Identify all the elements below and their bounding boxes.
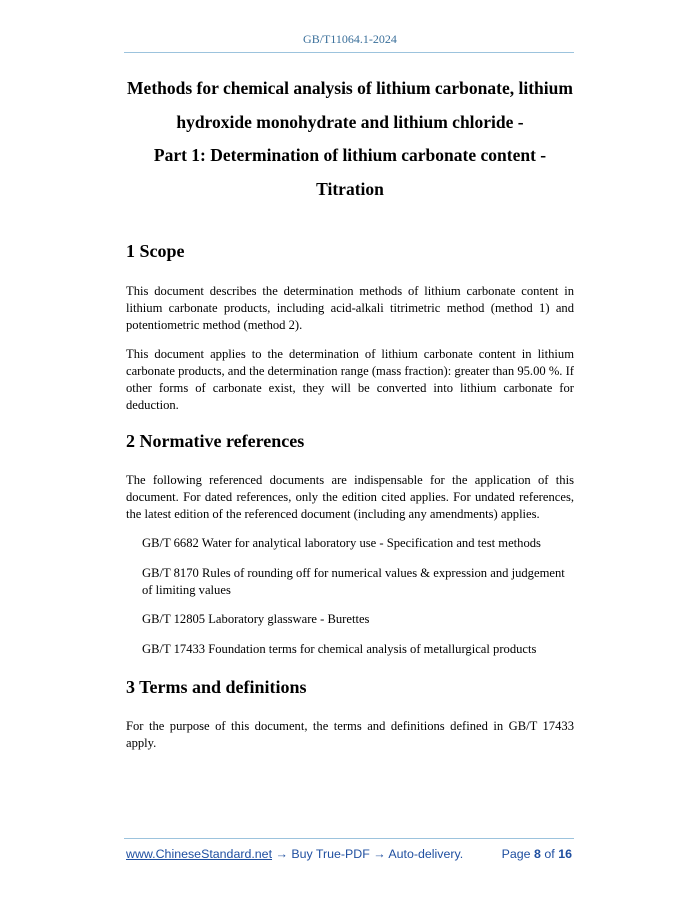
page-label: Page [501,847,531,861]
header-divider [124,52,574,53]
scope-paragraph-1: This document describes the determination methods of lithium carbonate content in lithium carbonate products, including acid-alkali titrimetric method (method 1) and potentiometric method (method 2). [126,284,574,332]
section-heading-normative-references: 2 Normative references [126,431,305,451]
section-heading-scope: 1 Scope [126,241,185,261]
scope-paragraph-2: This document applies to the determination of lithium carbonate content in lithium carbonate products, and the determination range (mass fraction): greater than 95.00 %. If other forms of carbonate exist, they will be converted into lithium carbonate for deduction. [126,347,574,412]
title-line: Part 1: Determination of lithium carbonate content - [153,145,547,165]
auto-delivery-text: Auto-delivery. [388,847,464,861]
normative-references-intro: The following referenced documents are indispensable for the application of this document. For dated references, only the edition cited applies. For undated references, the latest edition of the referenced document (including any amendments) applies. [126,473,574,521]
footer-divider [124,838,574,839]
page-indicator [502,847,572,861]
page-total: 16 [558,847,572,861]
reference-item: GB/T 17433 Foundation terms for chemical analysis of metallurgical products [142,642,537,656]
arrow-icon: → [272,847,292,861]
reference-item: GB/T 12805 Laboratory glassware - Burettes [142,612,370,626]
buy-true-pdf-link[interactable]: Buy True-PDF [291,847,370,861]
arrow-icon: → [369,847,389,861]
title-line: Methods for chemical analysis of lithium carbonate, lithium [127,78,573,98]
document-title [100,72,600,206]
terms-paragraph: For the purpose of this document, the terms and definitions defined in GB/T 17433 apply. [126,719,574,750]
page-of: of [544,847,555,861]
title-line: Titration [316,178,384,199]
title-line: hydroxide monohydrate and lithium chloride - [176,111,524,132]
chinesestandard-link[interactable]: www.ChineseStandard.net [126,847,273,861]
page-current: 8 [534,847,541,861]
reference-item: GB/T 6682 Water for analytical laboratory use - Specification and test methods [142,536,541,550]
footer [126,847,574,861]
standard-code-header: GB/T11064.1-2024 [303,32,397,46]
reference-item: GB/T 8170 Rules of rounding off for numerical values & expression and judgement of limiting values [142,566,565,597]
section-heading-terms: 3 Terms and definitions [126,677,307,697]
